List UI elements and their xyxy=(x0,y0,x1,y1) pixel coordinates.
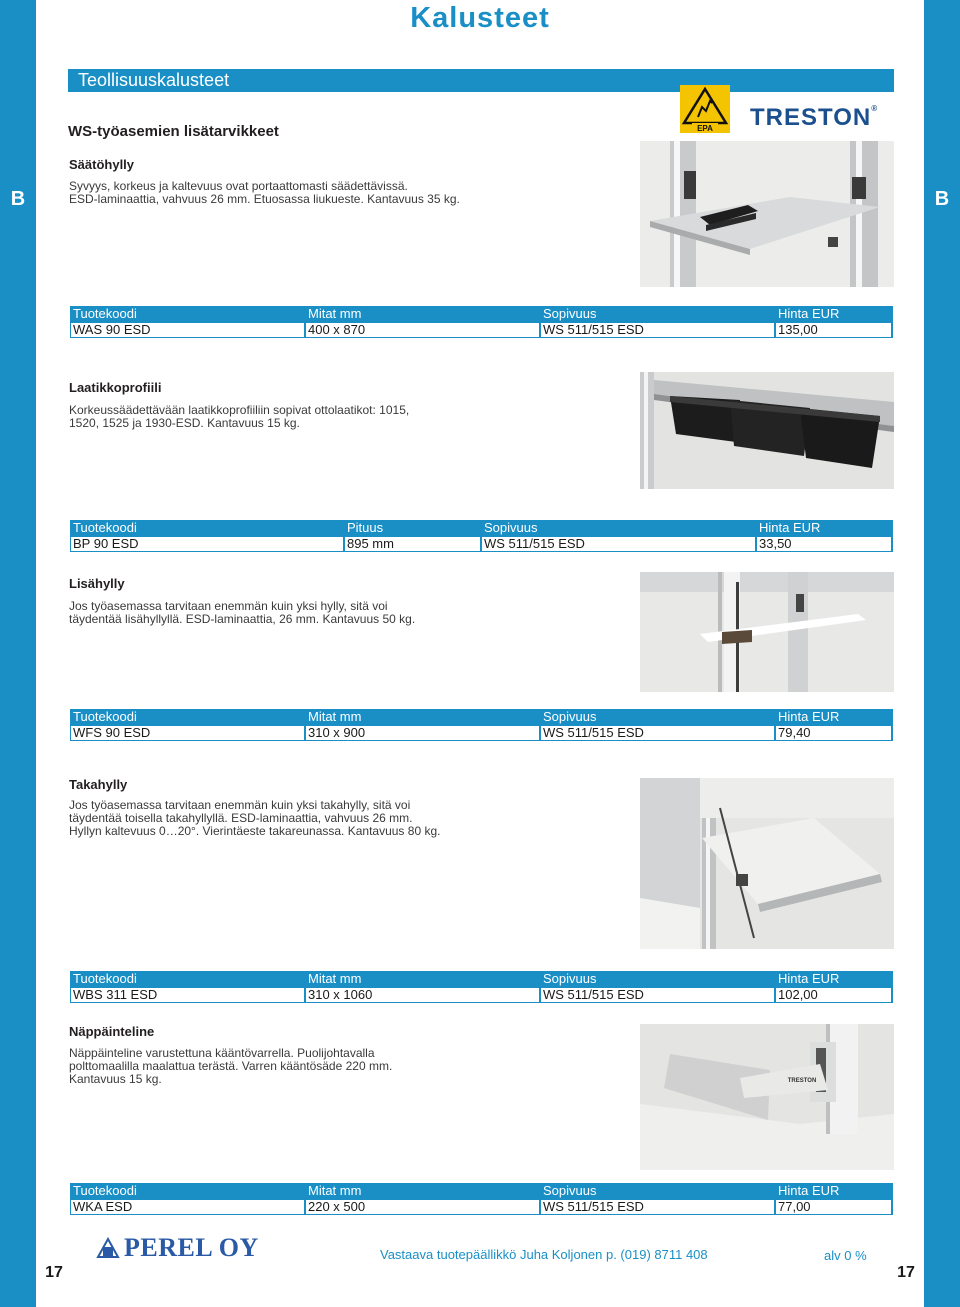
cell-fit: WS 511/515 ESD xyxy=(541,726,774,740)
footer-contact: Vastaava tuotepäällikkö Juha Koljonen p. (019) 8711 408 xyxy=(380,1247,708,1262)
header-fit: Sopivuus xyxy=(543,306,597,321)
page-number-left: 17 xyxy=(45,1264,63,1281)
product-desc-laatikkoprofiili xyxy=(69,404,409,430)
header-code: Tuotekoodi xyxy=(73,520,137,535)
cell-price: 79,40 xyxy=(776,726,891,740)
product-photo-lisahylly xyxy=(640,572,894,692)
header-size: Mitat mm xyxy=(308,1183,362,1198)
table-row xyxy=(70,1199,893,1215)
desc-line: Jos työasemassa tarvitaan enemmän kuin yksi hylly, sitä voi xyxy=(69,599,388,613)
table-header xyxy=(70,306,893,322)
product-title-saatohylly: Säätöhylly xyxy=(69,157,135,172)
cell-code: BP 90 ESD xyxy=(71,537,343,551)
table-row xyxy=(70,987,893,1003)
cell-price: 102,00 xyxy=(776,988,891,1002)
section-bar: Teollisuuskalusteet xyxy=(68,69,894,92)
product-title-laatikkoprofiili: Laatikkoprofiili xyxy=(69,380,162,395)
table-header xyxy=(70,709,893,725)
product-table-laatikkoprofiili xyxy=(70,520,893,552)
desc-line: täydentää lisähyllyllä. ESD-laminaattia, 26 mm. Kantavuus 50 kg. xyxy=(69,612,416,626)
cell-fit: WS 511/515 ESD xyxy=(482,537,755,551)
product-desc-takahylly xyxy=(69,799,440,838)
treston-registered-mark: ® xyxy=(871,104,879,113)
perel-logo-text: PEREL OY xyxy=(124,1233,259,1262)
desc-line: Syvyys, korkeus ja kaltevuus ovat portaattomasti säädettävissä. xyxy=(69,179,408,193)
product-photo-takahylly xyxy=(640,778,894,949)
header-fit: Sopivuus xyxy=(543,1183,597,1198)
product-table-lisahylly xyxy=(70,709,893,741)
cell-length: 895 mm xyxy=(345,537,480,551)
cell-code: WBS 311 ESD xyxy=(71,988,304,1002)
desc-line: 1520, 1525 ja 1930-ESD. Kantavuus 15 kg. xyxy=(69,416,300,430)
side-letter-left: B xyxy=(10,188,26,210)
treston-logo xyxy=(750,104,878,132)
header-size: Mitat mm xyxy=(308,709,362,724)
cell-code: WFS 90 ESD xyxy=(71,726,304,740)
cell-size: 400 x 870 xyxy=(306,323,539,337)
product-photo-saatohylly xyxy=(640,141,894,287)
cell-code: WKA ESD xyxy=(71,1200,304,1214)
page-number-right: 17 xyxy=(897,1264,915,1281)
table-header xyxy=(70,520,893,536)
product-table-nappainteline xyxy=(70,1183,893,1215)
header-code: Tuotekoodi xyxy=(73,709,137,724)
header-fit: Sopivuus xyxy=(543,971,597,986)
desc-line: polttomaalilla maalattua terästä. Varren kääntösäde 220 mm. xyxy=(69,1059,393,1073)
cell-code: WAS 90 ESD xyxy=(71,323,304,337)
right-side-bar xyxy=(924,0,960,1307)
cell-fit: WS 511/515 ESD xyxy=(541,988,774,1002)
left-side-bar xyxy=(0,0,36,1307)
header-price: Hinta EUR xyxy=(759,520,821,535)
cell-fit: WS 511/515 ESD xyxy=(541,1200,774,1214)
product-title-lisahylly: Lisähylly xyxy=(69,576,125,591)
product-desc-nappainteline xyxy=(69,1047,392,1086)
photo-brand-label: TRESTON xyxy=(787,1078,817,1084)
cell-size: 220 x 500 xyxy=(306,1200,539,1214)
table-row xyxy=(70,536,893,552)
header-fit: Sopivuus xyxy=(543,709,597,724)
header-price: Hinta EUR xyxy=(778,709,840,724)
esd-warning-icon xyxy=(680,85,730,133)
epa-label: EPA xyxy=(697,124,713,133)
perel-mark-icon xyxy=(96,1237,120,1259)
table-header xyxy=(70,1183,893,1199)
header-length: Pituus xyxy=(347,520,384,535)
product-title-nappainteline: Näppäinteline xyxy=(69,1024,155,1039)
product-photo-laatikkoprofiili xyxy=(640,372,894,489)
cell-fit: WS 511/515 ESD xyxy=(541,323,774,337)
product-table-takahylly xyxy=(70,971,893,1003)
cell-price: 33,50 xyxy=(757,537,891,551)
treston-logo-text: TRESTON xyxy=(750,104,872,131)
product-title-takahylly: Takahylly xyxy=(69,777,128,792)
product-desc-saatohylly xyxy=(69,180,460,206)
desc-line: Hyllyn kaltevuus 0…20°. Vierintäeste takareunassa. Kantavuus 80 kg. xyxy=(69,824,441,838)
header-price: Hinta EUR xyxy=(778,1183,840,1198)
header-code: Tuotekoodi xyxy=(73,971,137,986)
desc-line: Korkeussäädettävään laatikkoprofiiliin sopivat ottolaatikot: 1015, xyxy=(69,403,410,417)
header-price: Hinta EUR xyxy=(778,306,840,321)
table-row xyxy=(70,322,893,338)
header-price: Hinta EUR xyxy=(778,971,840,986)
header-fit: Sopivuus xyxy=(484,520,538,535)
header-size: Mitat mm xyxy=(308,306,362,321)
header-size: Mitat mm xyxy=(308,971,362,986)
desc-line: Näppäinteline varustettuna kääntövarrella. Puolijohtavalla xyxy=(69,1046,375,1060)
desc-line: Jos työasemassa tarvitaan enemmän kuin yksi takahylly, sitä voi xyxy=(69,798,411,812)
page-heading: WS-työasemien lisätarvikkeet xyxy=(68,123,279,140)
desc-line: ESD-laminaattia, vahvuus 26 mm. Etuosassa liukueste. Kantavuus 35 kg. xyxy=(69,192,460,206)
perel-logo xyxy=(96,1233,259,1263)
table-header xyxy=(70,971,893,987)
product-desc-lisahylly xyxy=(69,600,415,626)
cell-size: 310 x 900 xyxy=(306,726,539,740)
table-row xyxy=(70,725,893,741)
cell-price: 135,00 xyxy=(776,323,891,337)
cell-price: 77,00 xyxy=(776,1200,891,1214)
desc-line: Kantavuus 15 kg. xyxy=(69,1072,162,1086)
cell-size: 310 x 1060 xyxy=(306,988,539,1002)
product-table-saatohylly xyxy=(70,306,893,338)
footer-vat: alv 0 % xyxy=(824,1248,867,1263)
header-code: Tuotekoodi xyxy=(73,306,137,321)
page-title: Kalusteet xyxy=(410,2,550,34)
desc-line: täydentää toisella takahyllyllä. ESD-laminaattia, vahvuus 26 mm. xyxy=(69,811,413,825)
epa-logo xyxy=(680,85,730,133)
side-letter-right: B xyxy=(934,188,950,210)
header-code: Tuotekoodi xyxy=(73,1183,137,1198)
product-photo-nappainteline xyxy=(640,1024,894,1170)
